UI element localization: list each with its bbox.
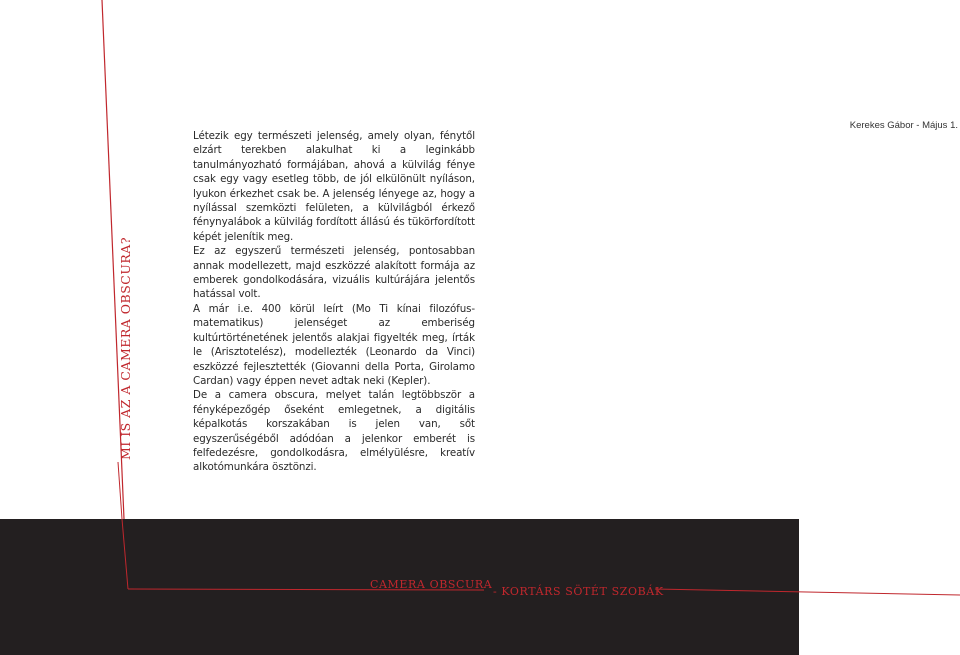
paragraph: De a camera obscura, melyet talán legtöbbször a fényképezőgép őseként emlegetnek, a digitális képalkotás korszakában is jelen van, sőt egyszerűségéből adódóan a jelenkor emberét is felfedezésre, gondolkodásra, elmélyülésre, kreatív alkotómunkára ösztönzi.: [193, 389, 475, 474]
footer-red-line-right: [655, 589, 960, 595]
body-text: [193, 129, 475, 475]
paragraph: A már i.e. 400 körül leírt (Mo Ti kínai filozófus-matematikus) jelenséget az emberiség kultúrtörténetének jelentős alakjai figyelték meg, írták le (Arisztotelész), modellezték (Leonardo da Vinci) eszközzé fejlesztették (Giovanni della Porta, Girolamo Cardan) vagy éppen nevet adtak neki (Kepler).: [193, 302, 475, 387]
footer-red-line-left: [122, 519, 128, 589]
footer-subtitle: - KORTÁRS SÖTÉT SZOBÁK: [493, 585, 664, 598]
paragraph: Ez az egyszerű természeti jelenség, pontosabban annak modellezett, majd eszközzé alakított formája az emberek gondolkodására, vizuális kultúrájára jelentős hatással volt.: [193, 245, 475, 301]
author-date: Kerekes Gábor - Május 1.: [849, 120, 958, 131]
footer-title-camera-obscura: CAMERA OBSCURA: [370, 578, 493, 591]
paragraph: Létezik egy természeti jelenség, amely olyan, fénytől elzárt terekben alakulhat ki a leginkább tanulmányozható formájában, ahová a külvilág fénye csak egy vagy esetleg több, de jól elkülönült nyíláson, lyukon érkezhet csak be. A jelenség lényege az, hogy a nyílással szemközti felületen, a külvilágból érkező fénynyalábok a külvilág fordított állású és tükörfordított képét jelenítik meg.: [193, 130, 475, 243]
side-title: MI IS AZ A CAMERA OBSCURA?: [118, 236, 133, 460]
